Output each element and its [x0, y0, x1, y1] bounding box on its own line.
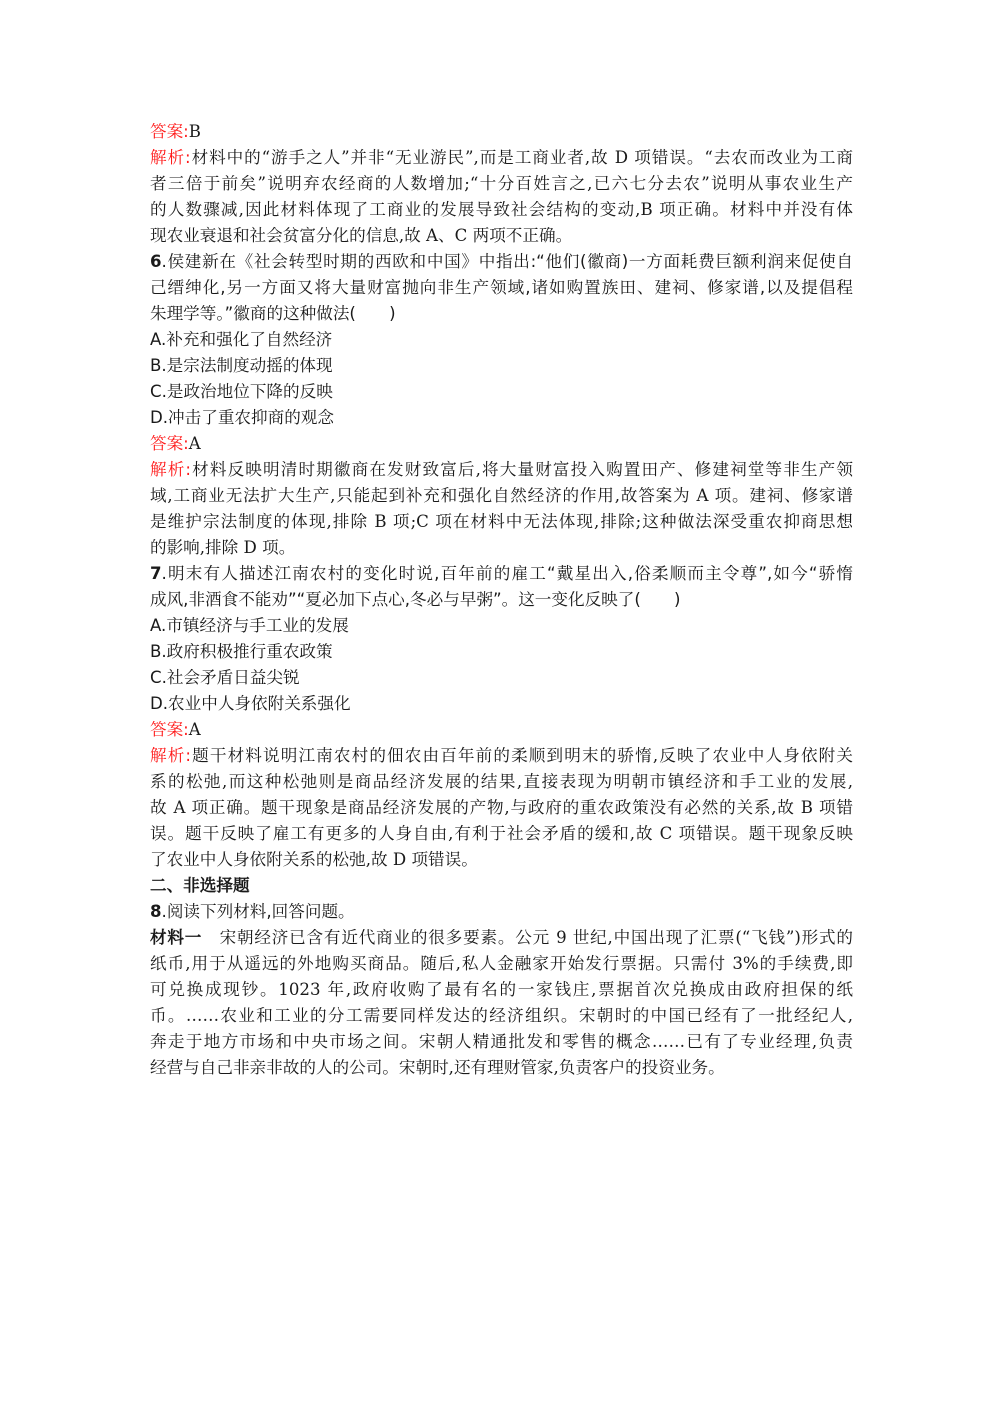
section-title: 二、非选择题 — [150, 876, 250, 895]
option-d: D.冲击了重农抑商的观念 — [150, 408, 334, 427]
answer-line-q7 — [150, 717, 853, 743]
analysis-line: 现农业衰退和社会贫富分化的信息,故 A、C 两项不正确。 — [150, 226, 573, 245]
analysis-line: 了农业中人身依附关系的松弛,故 D 项错误。 — [150, 850, 478, 869]
option-d: D.农业中人身依附关系强化 — [150, 694, 351, 713]
document-page — [150, 119, 853, 1081]
answer-line-q5 — [150, 119, 853, 145]
question-number: 8 — [150, 902, 162, 921]
option-b: B.政府积极推行重农政策 — [150, 642, 333, 661]
question-text: .明末有人描述江南农村的变化时说,百年前的雇工“戴星出入,俗柔顺而主令尊”,如今“骄惰 — [161, 564, 853, 583]
material-text: 宋朝经济已含有近代商业的很多要素。公元 9 世纪,中国出现了汇票(“飞钱”)形式的 — [202, 928, 853, 947]
question-text: .阅读下列材料,回答问题。 — [161, 902, 355, 921]
analysis-label: 解析: — [150, 148, 191, 167]
option-c: C.社会矛盾日益尖锐 — [150, 668, 300, 687]
analysis-line: 的人数骤减,因此材料体现了工商业的发展导致社会结构的变动,B 项正确。材料中并没有体 — [150, 200, 853, 219]
question-stem: 己缙绅化,另一方面又将大量财富抛向非生产领域,诸如购置族田、建祠、修家谱,以及提倡程 — [150, 278, 853, 297]
question-stem — [150, 561, 853, 587]
analysis-label: 解析: — [150, 460, 192, 479]
answer-value: A — [188, 720, 201, 739]
material-line: 纸币,用于从遥远的外地购买商品。随后,私人金融家开始发行票据。只需付 3%的手续费,即 — [150, 954, 853, 973]
material-line: 币。……农业和工业的分工需要同样发达的经济组织。宋朝时的中国已经有了一批经纪人, — [150, 1006, 853, 1025]
question-stem: 朱理学等。”徽商的这种做法( ) — [150, 304, 396, 323]
answer-value: B — [188, 122, 201, 141]
question-stem — [150, 899, 853, 925]
question-stem: 成风,非酒食不能劝”“夏必加下点心,冬必与早粥”。这一变化反映了( ) — [150, 590, 681, 609]
answer-label: 答案: — [150, 434, 189, 453]
analysis-line — [150, 145, 853, 171]
analysis-line: 故 A 项正确。题干现象是商品经济发展的产物,与政府的重农政策没有必然的关系,故 B 项错 — [150, 798, 853, 817]
analysis-text: 题干材料说明江南农村的佃农由百年前的柔顺到明末的骄惰,反映了农业中人身依附关 — [191, 746, 853, 765]
option-c: C.是政治地位下降的反映 — [150, 382, 333, 401]
material-line: 经营与自己非亲非故的人的公司。宋朝时,还有理财管家,负责客户的投资业务。 — [150, 1058, 725, 1077]
question-number: 7 — [150, 564, 162, 583]
analysis-line — [150, 743, 853, 769]
option-b: B.是宗法制度动摇的体现 — [150, 356, 333, 375]
analysis-line: 误。题干反映了雇工有更多的人身自由,有利于社会矛盾的缓和,故 C 项错误。题干现象反映 — [150, 824, 853, 843]
material-line — [150, 925, 853, 951]
material-line: 可兑换成现钞。1023 年,政府收购了最有名的一家钱庄,票据首次兑换成由政府担保的纸 — [150, 980, 853, 999]
answer-label: 答案: — [150, 720, 189, 739]
analysis-line: 域,工商业无法扩大生产,只能起到补充和强化自然经济的作用,故答案为 A 项。建祠、修家谱 — [150, 486, 853, 505]
analysis-line: 的影响,排除 D 项。 — [150, 538, 296, 557]
answer-value: A — [188, 434, 201, 453]
material-line: 奔走于地方市场和中央市场之间。宋朝人精通批发和零售的概念……已有了专业经理,负责 — [150, 1032, 853, 1051]
material-label: 材料一 — [150, 928, 203, 947]
analysis-text: 材料反映明清时期徽商在发财致富后,将大量财富投入购置田产、修建祠堂等非生产领 — [191, 460, 853, 479]
analysis-text: 材料中的“游手之人”并非“无业游民”,而是工商业者,故 D 项错误。“去农而改业为工商 — [190, 148, 853, 167]
question-stem — [150, 249, 853, 275]
question-text: .侯建新在《社会转型时期的西欧和中国》中指出:“他们(徽商)一方面耗费巨额利润来促使自 — [161, 252, 853, 271]
question-number: 6 — [150, 252, 162, 271]
analysis-line: 系的松弛,而这种松弛则是商品经济发展的结果,直接表现为明朝市镇经济和手工业的发展, — [150, 772, 853, 791]
answer-line-q6 — [150, 431, 853, 457]
analysis-label: 解析: — [150, 746, 192, 765]
option-a: A.补充和强化了自然经济 — [150, 330, 333, 349]
analysis-line: 是维护宗法制度的体现,排除 B 项;C 项在材料中无法体现,排除;这种做法深受重农抑商思想 — [150, 512, 853, 531]
option-a: A.市镇经济与手工业的发展 — [150, 616, 349, 635]
analysis-line — [150, 457, 853, 483]
answer-label: 答案: — [150, 122, 189, 141]
analysis-line: 者三倍于前矣”说明弃农经商的人数增加;“十分百姓言之,已六七分去农”说明从事农业生产 — [150, 174, 853, 193]
